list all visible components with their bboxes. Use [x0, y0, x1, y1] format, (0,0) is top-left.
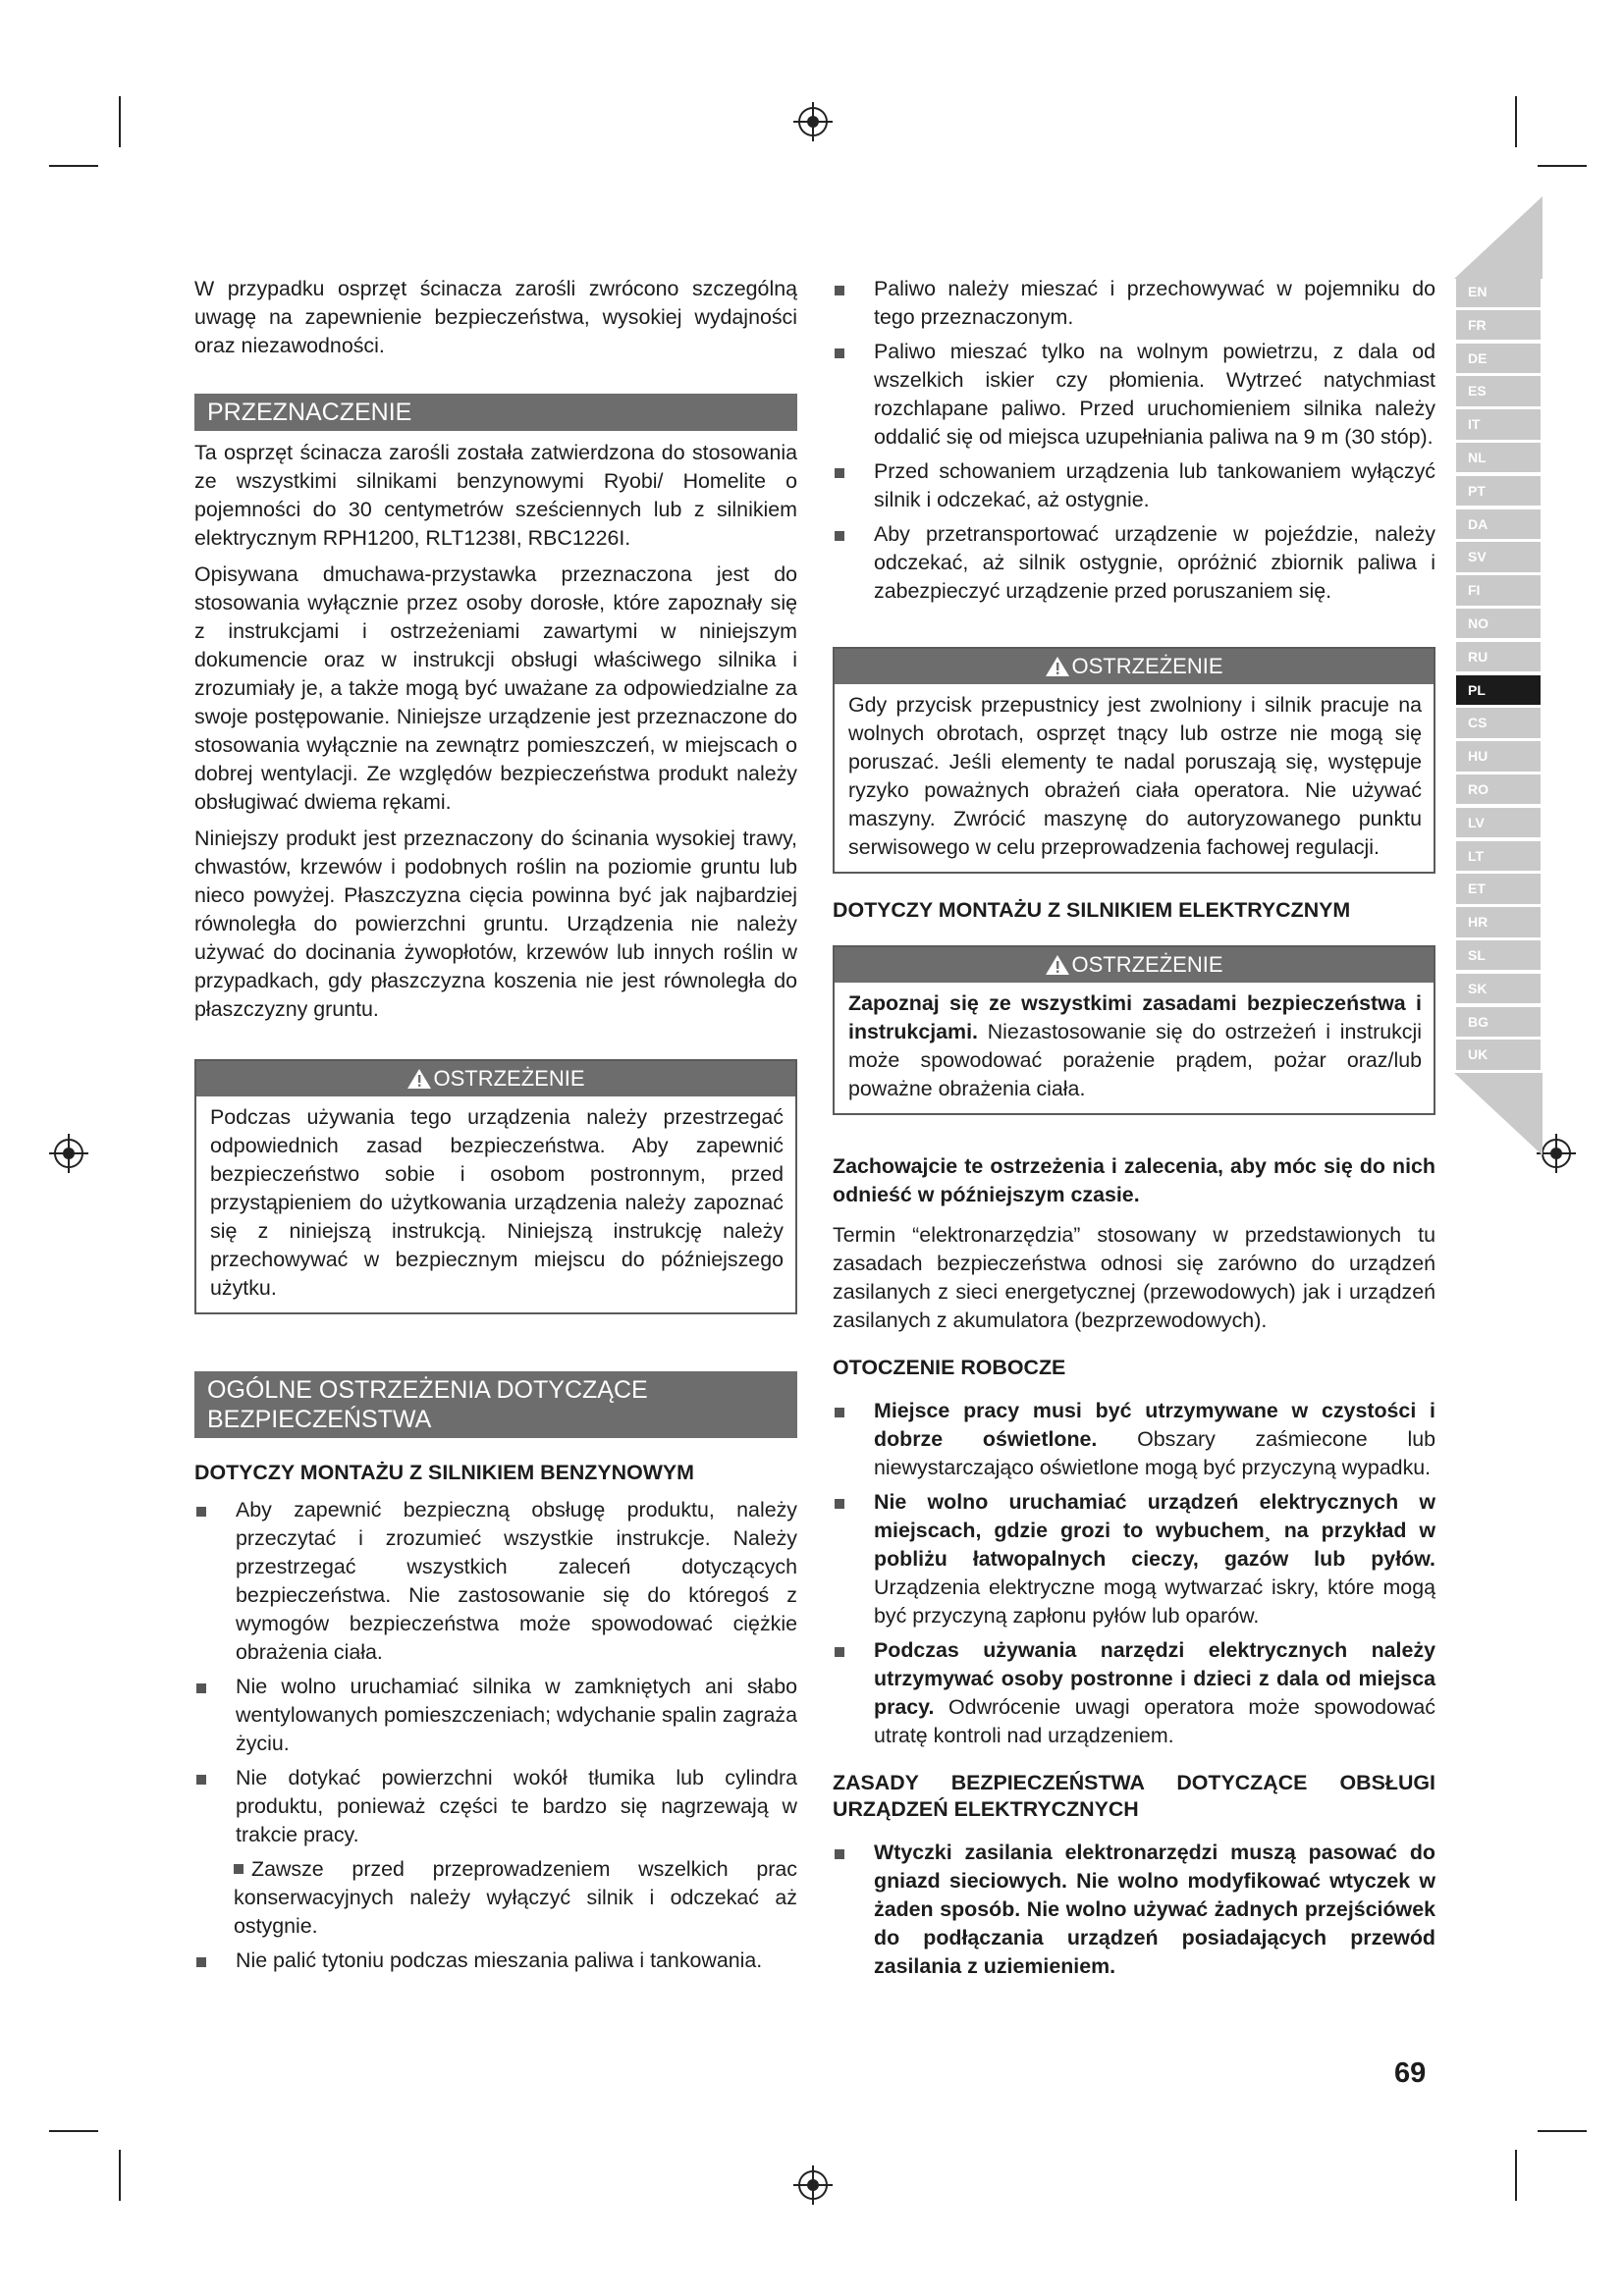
bullet-list	[833, 275, 1435, 606]
warning-box	[833, 945, 1435, 1115]
lang-tab-pl[interactable]: PL	[1456, 675, 1541, 706]
registration-mark-icon	[793, 102, 833, 141]
list-item	[833, 1488, 1435, 1630]
section-title-line: BEZPIECZEŃSTWA	[207, 1406, 432, 1433]
list-item: Nie palić tytoniu podczas mieszania paliwa i tankowania.	[194, 1947, 797, 1975]
lang-tab-hu[interactable]: HU	[1456, 741, 1541, 772]
bullet-list	[833, 1397, 1435, 1750]
warning-title: OSTRZEŻENIE	[433, 1066, 585, 1091]
section-title-przeznaczenie: PRZEZNACZENIE	[194, 394, 797, 431]
paragraph: Niniejszy produkt jest przeznaczony do ścinania wysokiej trawy, chwastów, krzewów i podobnych roślin na poziomie gruntu lub nieco powyżej. Płaszczyzna cięcia powinna być jak najbardziej równoległa do powierzchni gruntu. Urządzenia nie należy używać do docinania żywopłotów, krzewów lub innych roślin w przypadkach, gdy płaszczyzna koszenia nie jest równoległa do płaszczyzny gruntu.	[194, 827, 797, 1021]
lang-tab-it[interactable]: IT	[1456, 409, 1541, 440]
side-tab-triangle-bottom	[1454, 1073, 1543, 1155]
lang-tab-en[interactable]: EN	[1456, 277, 1541, 307]
warning-header	[196, 1061, 795, 1096]
list-item: Nie dotykać powierzchni wokół tłumika lub cylindra produktu, ponieważ części te bardzo się nagrzewają w trakcie pracy.	[194, 1764, 797, 1849]
subhead-petrol: DOTYCZY MONTAŻU Z SILNIKIEM BENZYNOWYM	[194, 1461, 694, 1484]
registration-mark-icon	[793, 2165, 833, 2205]
warning-text: Gdy przycisk przepustnicy jest zwolniony i silnik pracuje na wolnych obrotach, osprzęt tnący lub ostrze nie mogą się poruszać. Jeśli elementy te nadal poruszają się, występuje ryzyko poważnych obrażeń ciała operatora. Nie używać maszyny. Zwrócić maszynę do autoryzowanego punktu serwisowego w celu przeprowadzenia fachowej regulacji.	[848, 693, 1422, 859]
lang-tab-de[interactable]: DE	[1456, 344, 1541, 374]
subhead-work-area: OTOCZENIE ROBOCZE	[833, 1356, 1066, 1379]
keep-instructions-note: Zachowajcie te ostrzeżenia i zalecenia, aby móc się do nich odnieść w późniejszym czasie.	[833, 1154, 1435, 1206]
list-item: Paliwo mieszać tylko na wolnym powietrzu, z dala od wszelkich iskier czy płomienia. Wytrzeć natychmiast rozchlapane paliwo. Przed uruchomieniem silnika należy oddalić się od miejsca uzupełniania paliwa na 9 m (30 stóp).	[833, 338, 1435, 452]
lang-tab-es[interactable]: ES	[1456, 376, 1541, 406]
warning-text: Podczas używania tego urządzenia należy przestrzegać odpowiednich zasad bezpieczeństwa. Aby zapewnić bezpieczeństwo sobie i osobom postronnym, przed przystąpieniem do użytkowania urządzenia należy zapoznać się z niniejszą instrukcją. Niniejszą instrukcję należy przechowywać w bezpiecznym miejscu do późniejszego użytku.	[210, 1105, 784, 1300]
warning-triangle-icon	[1045, 656, 1070, 677]
side-tab-triangle-top	[1454, 196, 1543, 279]
warning-triangle-icon	[406, 1068, 432, 1090]
lang-tab-no[interactable]: NO	[1456, 609, 1541, 639]
warning-title: OSTRZEŻENIE	[1071, 654, 1223, 678]
list-item: Nie wolno uruchamiać silnika w zamkniętych ani słabo wentylowanych pomieszczeniach; wdychanie spalin zagraża życiu.	[194, 1673, 797, 1758]
list-item	[833, 1636, 1435, 1750]
list-item-text: Obszary zaśmiecone lub niewystarczająco oświetlone mogą być przyczyną wypadku.	[874, 1427, 1436, 1479]
list-item: Paliwo należy mieszać i przechowywać w pojemniku do tego przeznaczonym.	[833, 275, 1435, 332]
subhead-electric: DOTYCZY MONTAŻU Z SILNIKIEM ELEKTRYCZNYM	[833, 898, 1351, 922]
warning-triangle-icon	[1045, 954, 1070, 976]
warning-plain-text: Niezastosowanie się do ostrzeżeń i instrukcji może spowodować porażenie prądem, pożar oraz/lub poważne obrażenia ciała.	[848, 1020, 1422, 1100]
bullet-square-icon	[234, 1864, 244, 1874]
list-item-bold: Nie wolno uruchamiać urządzeń elektrycznych w miejscach, gdzie grozi to wybuchem¸ na przykład w pobliżu łatwopalnych cieczy, gazów lub pyłów.	[874, 1490, 1435, 1571]
paragraph: Termin “elektronarzędzia” stosowany w przedstawionych tu zasadach bezpieczeństwa odnosi się zarówno do urządzeń zasilanych z sieci energetycznej (przewodowych) jak i urządzeń zasilanych z akumulatora (bezprzewodowych).	[833, 1223, 1435, 1332]
lang-tab-da[interactable]: DA	[1456, 509, 1541, 540]
list-item	[194, 1855, 797, 1941]
lang-tab-ru[interactable]: RU	[1456, 642, 1541, 672]
list-item: Aby przetransportować urządzenie w pojeździe, należy odczekać, aż silnik ostygnie, opróżnić zbiornik paliwa i zabezpieczyć urządzenie przed poruszaniem się.	[833, 520, 1435, 606]
warning-box	[194, 1059, 797, 1314]
warning-header	[835, 649, 1434, 684]
subhead-electrical-safety: ZASADY BEZPIECZEŃSTWA DOTYCZĄCE OBSŁUGI URZĄDZEŃ ELEKTRYCZNYCH	[833, 1771, 1435, 1821]
list-item-text: Zawsze przed przeprowadzeniem wszelkich prac konserwacyjnych należy wyłączyć silnik i odczekać aż ostygnie.	[234, 1857, 797, 1938]
warning-header	[835, 947, 1434, 983]
lang-tab-sv[interactable]: SV	[1456, 542, 1541, 572]
lang-tab-ro[interactable]: RO	[1456, 774, 1541, 805]
list-item-bold: Miejsce pracy musi być utrzymywane w czystości i dobrze oświetlone.	[874, 1399, 1435, 1451]
left-column	[194, 275, 797, 1981]
lang-tab-et[interactable]: ET	[1456, 874, 1541, 904]
lang-tab-nl[interactable]: NL	[1456, 443, 1541, 473]
bullet-list	[833, 1839, 1435, 1981]
warning-box	[833, 647, 1435, 874]
lang-tab-lt[interactable]: LT	[1456, 841, 1541, 872]
language-tabs	[1456, 277, 1541, 1073]
registration-mark-icon	[1537, 1134, 1576, 1173]
intro-paragraph: W przypadku osprzęt ścinacza zarośli zwrócono szczególną uwagę na zapewnienie bezpieczeństwa, wysokiej wydajności oraz niezawodności.	[194, 277, 797, 357]
list-item-bold: Wtyczki zasilania elektronarzędzi muszą pasować do gniazd sieciowych. Nie wolno modyfikować wtyczek w żaden sposób. Nie wolno używać żadnych przejściówek do podłączania urządzeń posiadających przewód zasilania z uziemieniem.	[874, 1841, 1435, 1978]
lang-tab-bg[interactable]: BG	[1456, 1007, 1541, 1038]
page-number: 69	[1394, 2057, 1427, 2089]
section-title-line: OGÓLNE OSTRZEŻENIA DOTYCZĄCE	[207, 1376, 648, 1404]
list-item	[833, 1839, 1435, 1981]
warning-title: OSTRZEŻENIE	[1071, 952, 1223, 977]
lang-tab-pt[interactable]: PT	[1456, 476, 1541, 507]
lang-tab-fi[interactable]: FI	[1456, 575, 1541, 606]
paragraph: Ta osprzęt ścinacza zarośli została zatwierdzona do stosowania ze wszystkimi silnikami benzynowymi Ryobi/ Homelite o pojemności do 30 centymetrów sześciennych lub z silnikiem elektrycznym RPH1200, RLT1238I, RBC1226I.	[194, 441, 797, 550]
registration-mark-icon	[49, 1134, 88, 1173]
list-item	[833, 1397, 1435, 1482]
list-item: Aby zapewnić bezpieczną obsługę produktu, należy przeczytać i zrozumieć wszystkie instrukcje. Należy przestrzegać wszystkich zaleceń dotyczących bezpieczeństwa. Nie zastosowanie się do któregoś z wymogów bezpieczeństwa może spowodować ciężkie obrażenia ciała.	[194, 1496, 797, 1667]
lang-tab-uk[interactable]: UK	[1456, 1040, 1541, 1070]
warning-text	[835, 983, 1434, 1113]
right-column	[833, 275, 1435, 1987]
list-item: Przed schowaniem urządzenia lub tankowaniem wyłączyć silnik i odczekać, aż ostygnie.	[833, 457, 1435, 514]
list-item-text: Urządzenia elektryczne mogą wytwarzać iskry, które mogą być przyczyną zapłonu pyłów lub oparów.	[874, 1575, 1435, 1628]
lang-tab-hr[interactable]: HR	[1456, 907, 1541, 937]
lang-tab-sk[interactable]: SK	[1456, 974, 1541, 1004]
lang-tab-cs[interactable]: CS	[1456, 708, 1541, 738]
paragraph: Opisywana dmuchawa-przystawka przeznaczona jest do stosowania wyłącznie przez osoby dorosłe, które zapoznały się z instrukcjami i ostrzeżeniami zawartymi w niniejszym dokumencie oraz w instrukcji obsługi właściwego silnika i zrozumiały je, a także mogą być uważane za odpowiedzialne za swoje postępowanie. Niniejsze urządzenie jest przeznaczone do stosowania wyłącznie na zewnątrz pomieszczeń, w miejscach o dobrej wentylacji. Ze względów bezpieczeństwa produkt należy obsługiwać dwiema rękami.	[194, 562, 797, 814]
lang-tab-sl[interactable]: SL	[1456, 940, 1541, 971]
list-item-text: Odwrócenie uwagi operatora może spowodować utratę kontroli nad urządzeniem.	[874, 1695, 1435, 1747]
lang-tab-fr[interactable]: FR	[1456, 310, 1541, 341]
list-item-bold: Podczas używania narzędzi elektrycznych należy utrzymywać osoby postronne i dzieci z dala od miejsca pracy.	[874, 1638, 1435, 1719]
warning-bold-text: Zapoznaj się ze wszystkimi zasadami bezpieczeństwa i instrukcjami.	[848, 991, 1422, 1043]
bullet-list	[194, 1496, 797, 1975]
section-title-general-warnings	[194, 1371, 797, 1438]
lang-tab-lv[interactable]: LV	[1456, 808, 1541, 838]
